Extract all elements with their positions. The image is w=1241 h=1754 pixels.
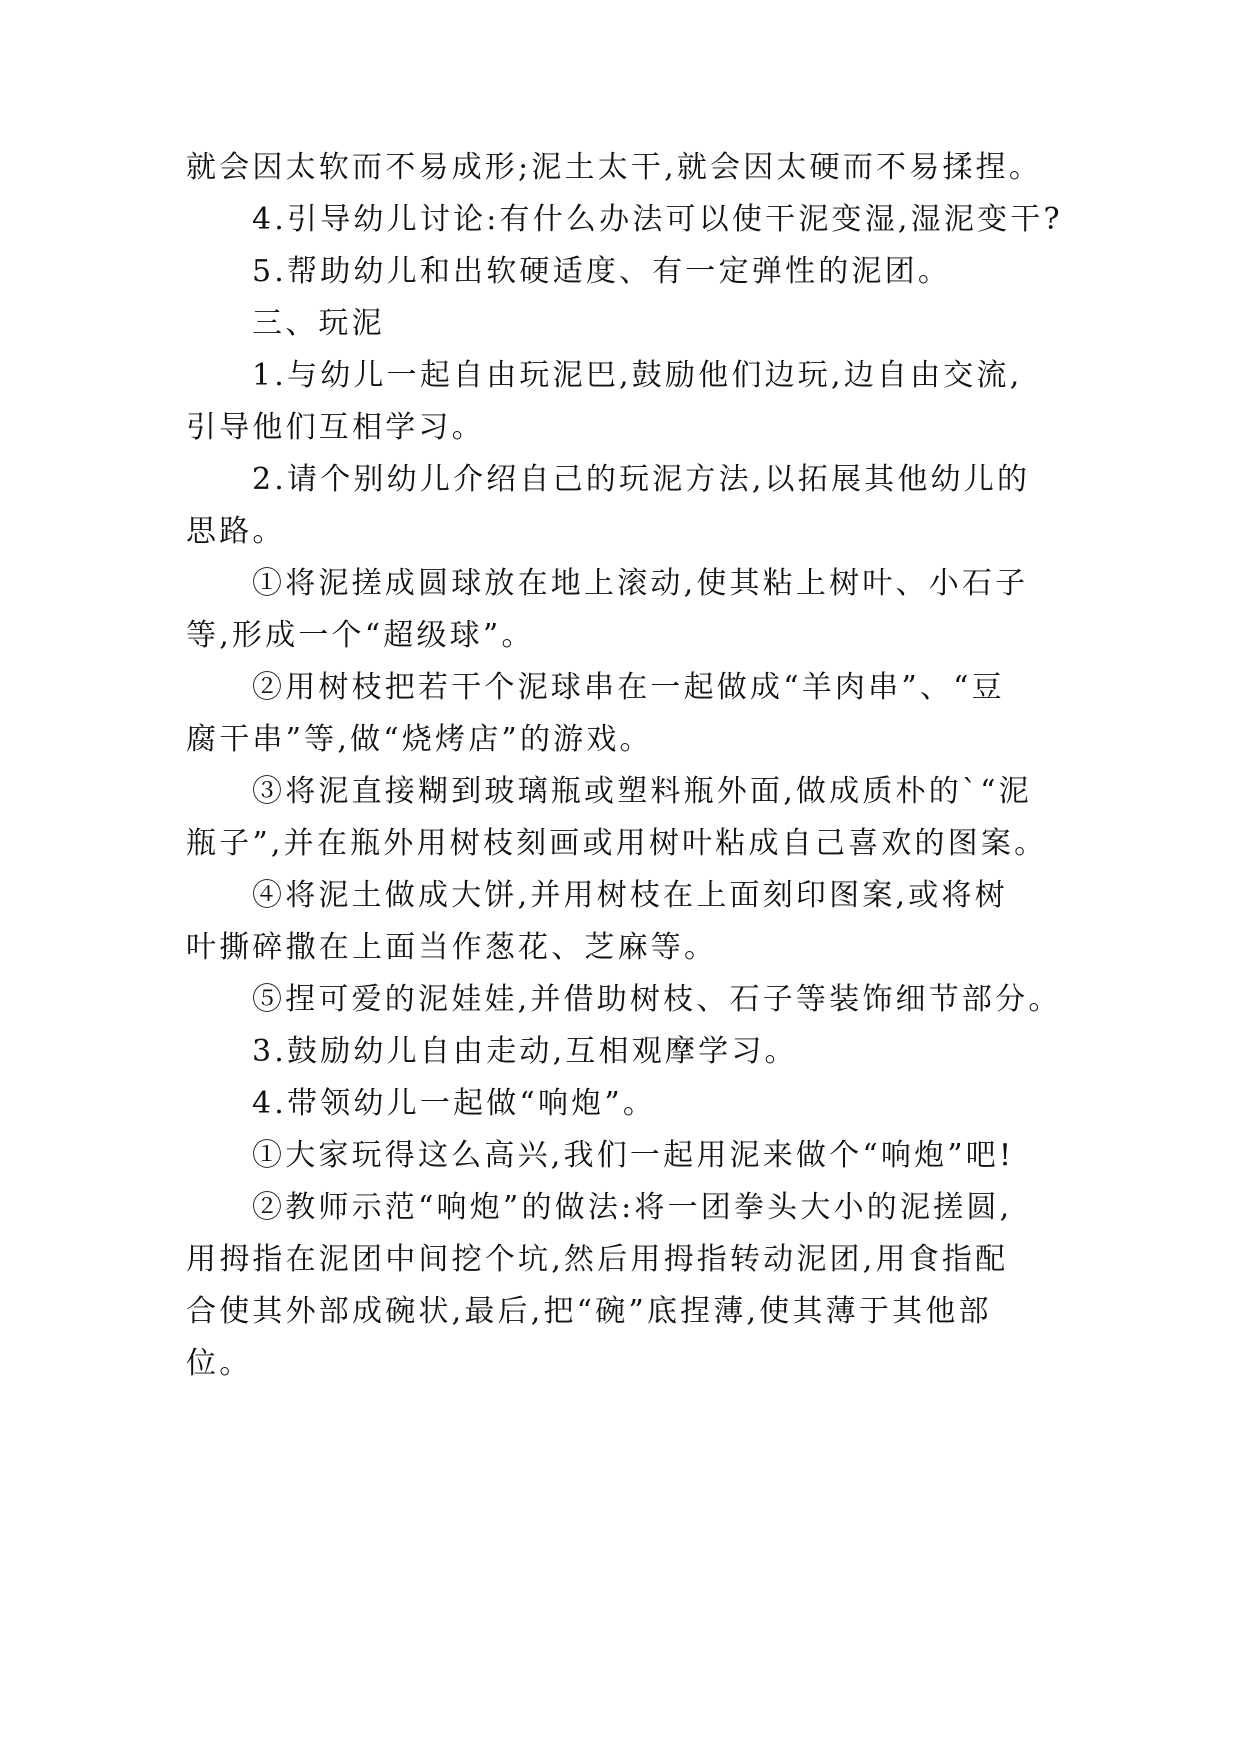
text-line: 5.帮助幼儿和出软硬适度、有一定弹性的泥团。 [252,254,952,289]
text-line: ②教师示范“响炮”的做法:将一团拳头大小的泥搓圆, [252,1190,1013,1225]
text-line: 1.与幼儿一起自由玩泥巴,鼓励他们边玩,边自由交流, [252,358,1023,393]
section-heading: 三、玩泥 [252,306,385,341]
text-line: 思路。 [186,514,286,549]
text-line: 叶撕碎撒在上面当作葱花、芝麻等。 [186,930,718,965]
text-line: 4.带领幼儿一起做“响炮”。 [252,1086,657,1121]
text-line: 3.鼓励幼儿自由走动,互相观摩学习。 [252,1034,798,1069]
text-line: 2.请个别幼儿介绍自己的玩泥方法,以拓展其他幼儿的 [252,462,1031,497]
text-line: 4.引导幼儿讨论:有什么办法可以使干泥变湿,湿泥变干? [252,202,1063,237]
text-line: ⑤捏可爱的泥娃娃,并借助树枝、石子等装饰细节部分。 [252,982,1062,1017]
text-line: ①大家玩得这么高兴,我们一起用泥来做个“响炮”吧! [252,1138,1015,1173]
text-line: 瓶子”,并在瓶外用树枝刻画或用树叶粘成自己喜欢的图案。 [186,826,1048,861]
text-line: 等,形成一个“超级球”。 [186,618,535,653]
text-line: ④将泥土做成大饼,并用树枝在上面刻印图案,或将树 [252,878,1008,913]
text-line: 就会因太软而不易成形;泥土太干,就会因太硬而不易揉捏。 [186,150,1043,185]
text-line: 引导他们互相学习。 [186,410,485,445]
text-line: 合使其外部成碗状,最后,把“碗”底捏薄,使其薄于其他部 [186,1294,992,1329]
text-line: 位。 [186,1346,253,1381]
text-line: ③将泥直接糊到玻璃瓶或塑料瓶外面,做成质朴的`“泥 [252,774,1032,809]
text-line: 腐干串”等,做“烧烤店”的游戏。 [186,722,653,757]
text-line: 用拇指在泥团中间挖个坑,然后用拇指转动泥团,用食指配 [186,1242,1009,1277]
text-line: ①将泥搓成圆球放在地上滚动,使其粘上树叶、小石子 [252,566,1029,601]
text-line: ②用树枝把若干个泥球串在一起做成“羊肉串”、“豆 [252,670,1005,705]
